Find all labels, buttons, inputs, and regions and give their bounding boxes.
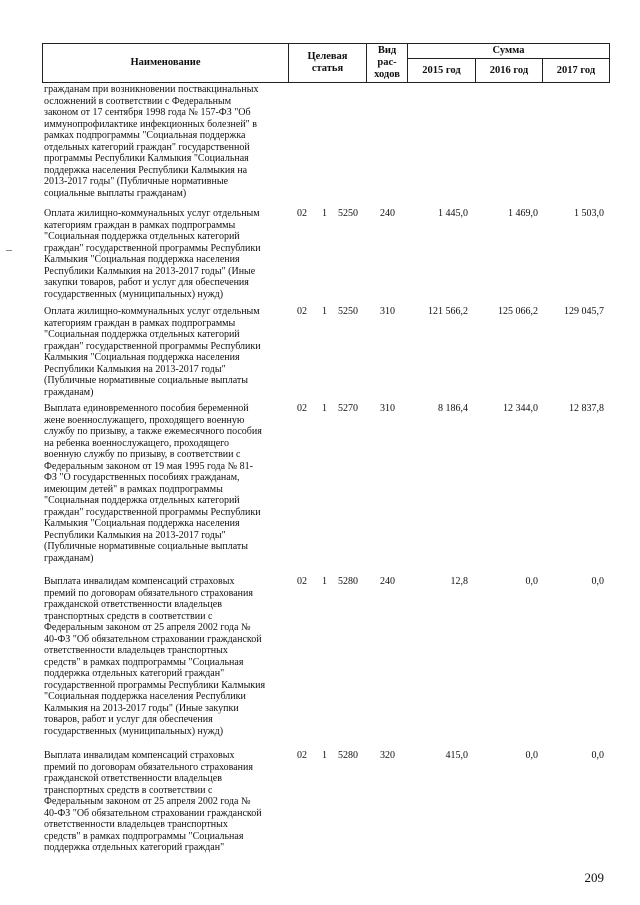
- row-sum-2017: 0,0: [591, 750, 604, 761]
- row-sum-2016: 1 469,0: [508, 208, 538, 219]
- header-name: Наименование: [42, 43, 289, 83]
- row-name: Выплата единовременного пособия беременной жене военнослужащего, проходящего военную службу по призыву, а также ежемесячного пособия на ребенка военнослужащего, проходящего военную службу по призыву, в соответствии с Федеральным законом от 19 мая 1995 года № 81- ФЗ "О государственных пособиях гражданам, имеющим детей" в рамках подпрограммы "Социальная поддержка отдельных категорий граждан" государственной программы Республики Калмыкия "Социальная поддержка населения Республики Калмыкия на 2013-2017 годы" (Публичные нормативные социальные выплаты гражданам): [44, 403, 262, 564]
- row-vid: 240: [380, 208, 395, 219]
- header-2016: 2016 год: [475, 58, 543, 83]
- row-code: 5280: [338, 576, 358, 587]
- row-sum-2016: 12 344,0: [503, 403, 538, 414]
- row-sum-2015: 8 186,4: [438, 403, 468, 414]
- row-sum-2017: 129 045,7: [564, 306, 604, 317]
- row-subprogram: 1: [322, 306, 327, 317]
- header-vid: Вид рас-ходов: [366, 43, 408, 83]
- header-2017: 2017 год: [542, 58, 610, 83]
- row-sum-2016: 0,0: [525, 576, 538, 587]
- row-vid: 240: [380, 576, 395, 587]
- row-code: 5280: [338, 750, 358, 761]
- row-sum-2015: 12,8: [450, 576, 468, 587]
- row-vid: 310: [380, 403, 395, 414]
- row-sum-2017: 0,0: [591, 576, 604, 587]
- row-code: 5270: [338, 403, 358, 414]
- row-name: гражданам при возникновении поствакцинальных осложнений в соответствии с Федеральным законом от 17 сентября 1998 года № 157-ФЗ "Об иммунопрофилактике инфекционных болезней" в рамках подпрограммы "Социальная поддержка отдельных категорий граждан" государственной программы Республики Калмыкия "Социальная поддержка населения Республики Калмыкия на 2013-2017 годы" (Публичные нормативные социальные выплаты гражданам): [44, 84, 259, 199]
- row-name: Оплата жилищно-коммунальных услуг отдельным категориям граждан в рамках подпрограммы "Социальная поддержка отдельных категорий граждан" государственной программы Республики Калмыкия "Социальная поддержка населения Республики Калмыкия на 2013-2017 годы" (Публичные нормативные социальные выплаты гражданам): [44, 306, 261, 398]
- row-program: 02: [297, 306, 307, 317]
- row-subprogram: 1: [322, 576, 327, 587]
- row-program: 02: [297, 576, 307, 587]
- table-header: [42, 43, 610, 83]
- row-sum-2016: 0,0: [525, 750, 538, 761]
- row-subprogram: 1: [322, 750, 327, 761]
- row-sum-2015: 121 566,2: [428, 306, 468, 317]
- row-sum-2017: 1 503,0: [574, 208, 604, 219]
- row-name: Выплата инвалидам компенсаций страховых премий по договорам обязательного страхования гражданской ответственности владельцев транспортных средств в соответствии с Федеральным законом от 25 апреля 2002 года № 40-ФЗ "Об обязательном страховании гражданской ответственности владельцев транспортных средств" в рамках подпрограммы "Социальная поддержка отдельных категорий граждан": [44, 750, 262, 853]
- row-vid: 320: [380, 750, 395, 761]
- row-sum-2015: 1 445,0: [438, 208, 468, 219]
- header-target: Целевая статья: [288, 43, 367, 83]
- row-code: 5250: [338, 306, 358, 317]
- row-program: 02: [297, 403, 307, 414]
- row-sum-2017: 12 837,8: [569, 403, 604, 414]
- row-sum-2015: 415,0: [445, 750, 468, 761]
- row-name: Оплата жилищно-коммунальных услуг отдельным категориям граждан в рамках подпрограммы "Социальная поддержка отдельных категорий граждан" государственной программы Республики Калмыкия "Социальная поддержка населения Республики Калмыкия на 2013-2017 годы" (Иные закупки товаров, работ и услуг для обеспечения государственных (муниципальных) нужд): [44, 208, 261, 300]
- header-sum: Сумма: [407, 43, 610, 59]
- row-vid: 310: [380, 306, 395, 317]
- row-sum-2016: 125 066,2: [498, 306, 538, 317]
- row-program: 02: [297, 208, 307, 219]
- header-2015: 2015 год: [407, 58, 476, 83]
- row-program: 02: [297, 750, 307, 761]
- row-subprogram: 1: [322, 208, 327, 219]
- row-subprogram: 1: [322, 403, 327, 414]
- margin-mark: [6, 250, 12, 251]
- row-code: 5250: [338, 208, 358, 219]
- row-name: Выплата инвалидам компенсаций страховых премий по договорам обязательного страхования гражданской ответственности владельцев транспортных средств в соответствии с Федеральным законом от 25 апреля 2002 года № 40-ФЗ "Об обязательном страховании гражданской ответственности владельцев транспортных средств" в рамках подпрограммы "Социальная поддержка отдельных категорий граждан" государственной программы Республики Калмыкия "Социальная поддержка населения Республики Калмыкия на 2013-2017 годы" (Иные закупки товаров, работ и услуг для обеспечения государственных (муниципальных) нужд): [44, 576, 266, 737]
- page-number: 209: [584, 870, 604, 885]
